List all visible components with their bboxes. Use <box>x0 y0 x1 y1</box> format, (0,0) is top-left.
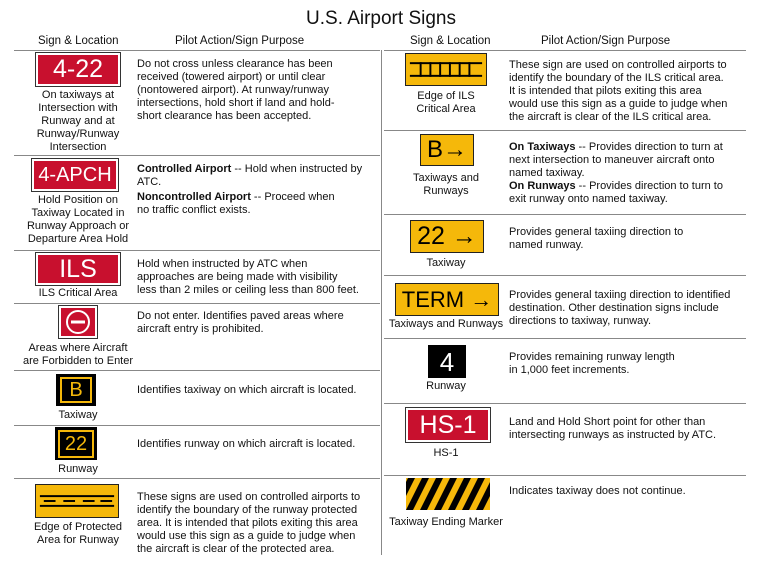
sign-caption: Edge of Protected Area for Runway <box>33 521 123 546</box>
divider <box>384 475 746 476</box>
sign-description: These sign are used on controlled airports to identify the boundary of the ILS critical area. It is intended that pilots exiting this area would use this sign as a guide to judge when the aircraft is clear of the ILS critical area. <box>509 59 728 123</box>
sign-4-22: 4-22 <box>36 53 120 86</box>
sign-direction-22: 22 → <box>410 220 484 253</box>
sign-description: Identifies taxiway on which aircraft is located. <box>137 384 357 396</box>
sign-caption: ILS Critical Area <box>38 287 118 299</box>
ils-boundary-sign-icon <box>405 53 487 86</box>
sign-caption: On taxiways at Intersection with Runway and at Runway/Runway Intersection <box>36 89 120 153</box>
taxiway-ending-marker-icon <box>406 478 490 510</box>
divider <box>14 425 380 426</box>
sign-caption: Hold Position on Taxiway Located in Runway Approach or Departure Area Hold <box>26 194 130 245</box>
sign-caption: HS-1 <box>433 447 459 459</box>
sign-description: Hold when instructed by ATC when approaches are being made with visibility less than 2 miles or ceiling less than 800 feet. <box>137 258 359 296</box>
no-entry-icon <box>59 306 97 338</box>
left-action-header: Pilot Action/Sign Purpose <box>175 35 305 47</box>
sign-description: Land and Hold Short point for other than intersecting runways as instructed by ATC. <box>509 416 717 441</box>
column-divider <box>381 50 382 555</box>
sign-description: Indicates taxiway does not continue. <box>509 485 686 497</box>
sign-caption: Runway <box>426 380 466 392</box>
sign-caption: Taxiway <box>58 409 98 421</box>
divider <box>384 338 746 339</box>
sign-caption: Areas where Aircraft are Forbidden to Enter <box>22 342 134 367</box>
sign-caption: Runway <box>58 463 98 475</box>
right-action-header: Pilot Action/Sign Purpose <box>541 35 671 47</box>
sign-description: Do not enter. Identifies paved areas where aircraft entry is prohibited. <box>137 310 344 335</box>
sign-description: Controlled Airport -- Hold when instructed by ATC. Noncontrolled Airport -- Proceed when no traffic conflict exists. <box>137 163 363 216</box>
sign-4-apch: 4-APCH <box>32 159 118 191</box>
page-title: U.S. Airport Signs <box>306 8 456 29</box>
sign-caption: Taxiways and Runways <box>412 172 480 197</box>
divider <box>14 478 380 479</box>
sign-caption: Taxiway Ending Marker <box>389 516 503 528</box>
sign-location-runway: 22 <box>55 427 97 460</box>
runway-boundary-sign-icon <box>35 484 119 518</box>
sign-description: Provides remaining runway length in 1,000 feet increments. <box>509 351 675 376</box>
sign-destination-term: TERM → <box>395 283 499 316</box>
sign-caption: Edge of ILS Critical Area <box>416 90 476 115</box>
divider <box>14 155 380 156</box>
divider <box>384 130 746 131</box>
sign-description: Provides general taxiing direction to identified destination. Other destination signs include directions to taxiway, runway. <box>509 289 731 327</box>
divider <box>14 50 380 51</box>
divider <box>384 50 746 51</box>
sign-description: On Taxiways -- Provides direction to turn at next intersection to maneuver aircraft onto named taxiway. On Runways -- Provides direction to turn to exit runway onto named taxiway. <box>509 141 723 205</box>
sign-hold-short-hs1: HS-1 <box>406 408 490 442</box>
divider <box>384 275 746 276</box>
sign-ils: ILS <box>36 253 120 285</box>
divider <box>384 214 746 215</box>
sign-location-taxiway: B <box>56 374 96 406</box>
sign-direction-b: B→ <box>420 134 474 166</box>
sign-description: These signs are used on controlled airports to identify the boundary of the runway protected area. It is intended that pilots exiting this area would use this sign as a guide to judge when the aircraft is clear of the protected area. <box>137 491 361 555</box>
divider <box>384 403 746 404</box>
sign-description: Provides general taxiing direction to named runway. <box>509 226 684 251</box>
divider <box>14 370 380 371</box>
left-sign-header: Sign & Location <box>38 35 119 47</box>
divider <box>14 303 380 304</box>
right-sign-header: Sign & Location <box>410 35 491 47</box>
divider <box>14 250 380 251</box>
sign-distance-remaining: 4 <box>428 345 466 378</box>
sign-description: Do not cross unless clearance has been received (towered airport) or until clear (nontowered airport). At runway/runway intersections, hold short if land and hold- short clearance has been accepted. <box>137 58 335 122</box>
sign-description: Identifies runway on which aircraft is located. <box>137 438 356 450</box>
sign-caption: Taxiways and Runways <box>388 318 504 330</box>
sign-caption: Taxiway <box>426 257 466 269</box>
